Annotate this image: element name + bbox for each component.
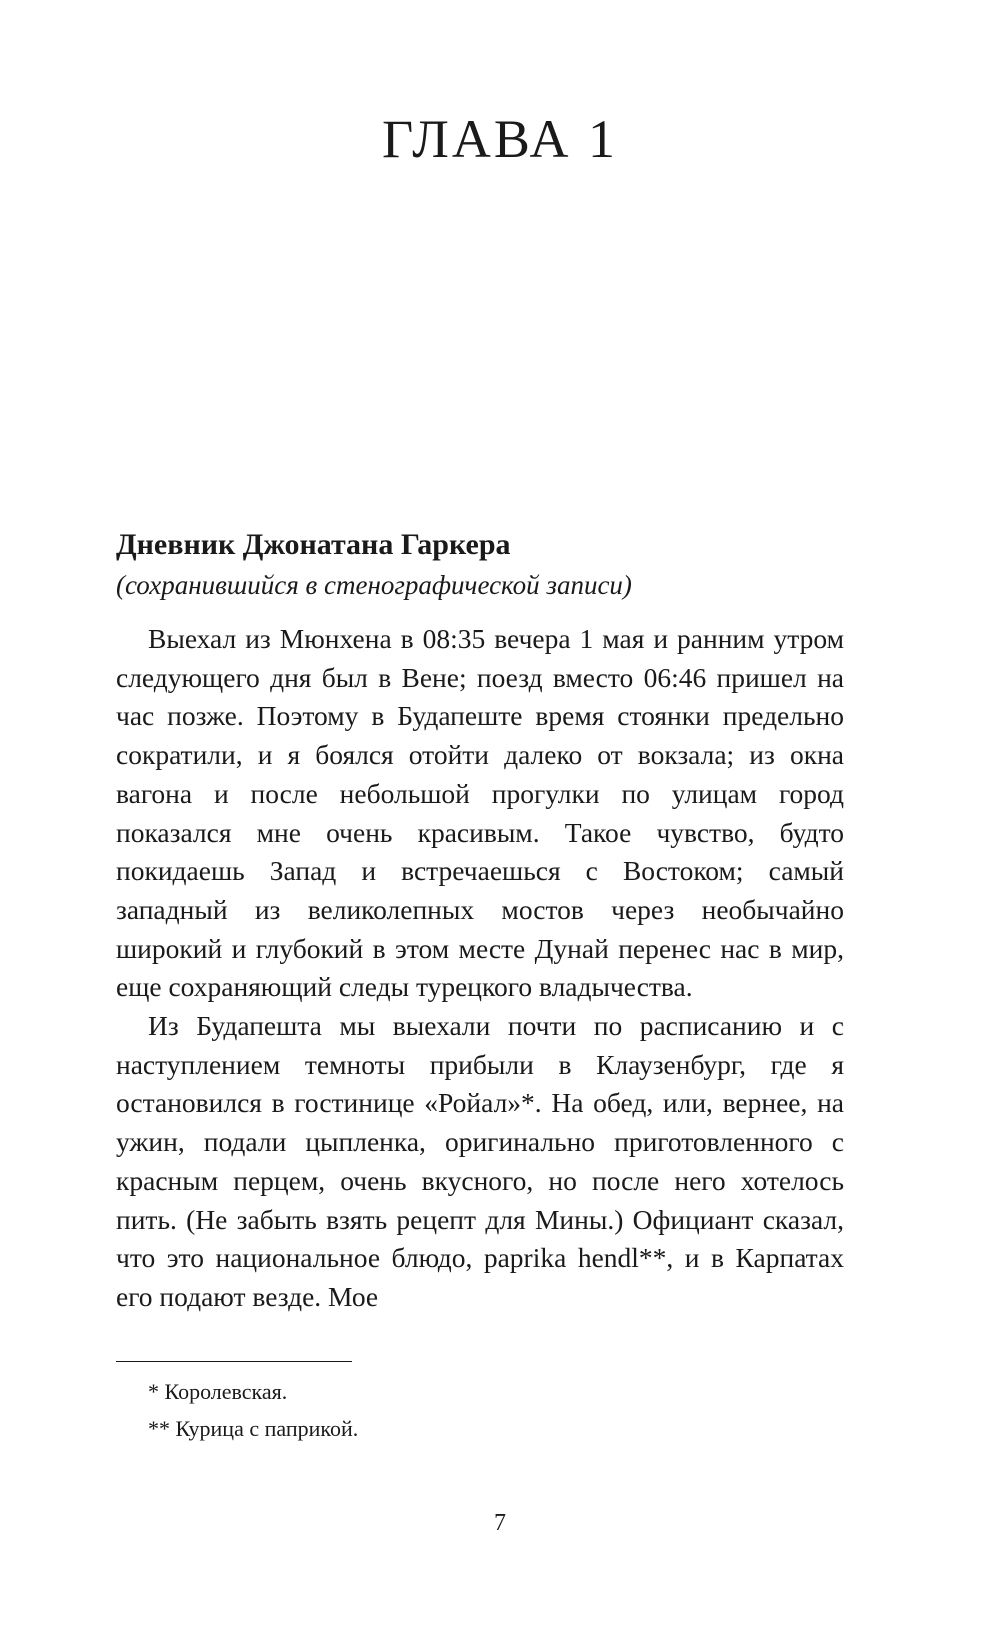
diary-heading: Дневник Джонатана Гаркера bbox=[116, 528, 511, 561]
footnote-1: * Королевская. bbox=[148, 1379, 288, 1404]
paragraph-1: Выехал из Мюнхена в 08:35 вечера 1 мая и ранним утром следующего дня был в Вене; поезд вместо 06:46 пришел на час позже. Поэтому в Будапеште время стоянки предельно сократили, и я боялся отойти далеко от вокзала; из окна вагона и после небольшой прогулки по улицам город показался мне очень красивым. Такое чувство, будто покидаешь Запад и встречаешься с Востоком; самый западный из великолепных мостов через необычайно широкий и глубокий в этом месте Дунай перенес нас в мир, еще сохраняющий следы турецкого владычества. bbox=[116, 623, 844, 1003]
footnote-2: ** Курица с паприкой. bbox=[148, 1416, 359, 1441]
body-text bbox=[116, 620, 844, 1317]
footnote-divider bbox=[116, 1361, 352, 1362]
page-number: 7 bbox=[494, 1510, 506, 1536]
paragraph-2: Из Будапешта мы выехали почти по расписанию и с наступлением темноты прибыли в Клаузенбург, где я остановился в гостинице «Ройал»*. На обед, или, вернее, на ужин, подали цыпленка, оригинально приготовленного с красным перцем, очень вкусного, но после него хотелось пить. (Не забыть взять рецепт для Мины.) Официант сказал, что это национальное блюдо, paprika hendl**, и в Карпатах его подают везде. Мое bbox=[116, 1010, 844, 1312]
chapter-title: ГЛАВА 1 bbox=[382, 109, 618, 169]
diary-subtitle: (сохранившийся в стенографической записи) bbox=[116, 570, 632, 600]
footnotes bbox=[148, 1373, 358, 1447]
